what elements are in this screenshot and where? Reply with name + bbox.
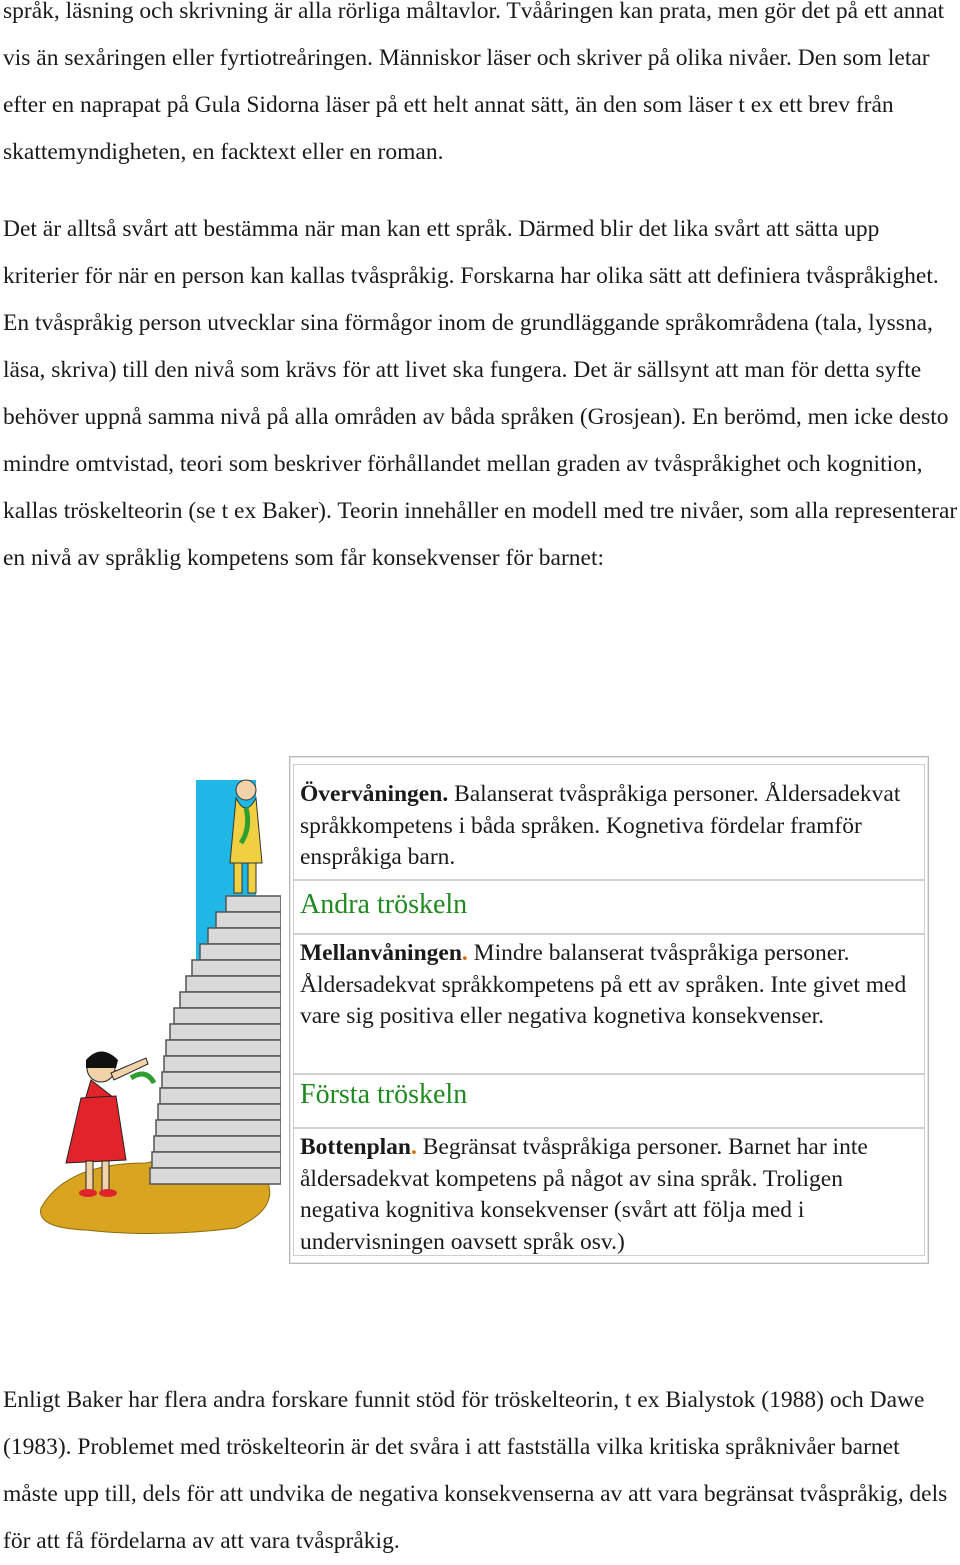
paragraph-conclusion: Enligt Baker har flera andra forskare funnit stöd för tröskelteorin, t ex Bialystok (1988) och Dawe (1983). Problemet med tröskelteorin är det svåra i att fastställa vilka kritiska språknivåer barnet måste upp till, dels för att undvika de negativa konsekvenserna av att vara begränsat tvåspråkig, dels för att få fördelarna av att vara tvåspråkig. bbox=[3, 1387, 948, 1554]
threshold-2-label: Andra tröskeln bbox=[300, 889, 468, 920]
cell-threshold-2 bbox=[293, 880, 925, 934]
cell-bottom-level bbox=[293, 1128, 925, 1256]
cell-middle-level bbox=[293, 934, 925, 1074]
cell-threshold-1 bbox=[293, 1074, 925, 1128]
top-level-dot: . bbox=[442, 781, 449, 807]
middle-level-text: Mindre balanserat tvåspråkiga personer. Åldersadekvat språkkompetens på ett av språken. Inte givet med vare sig positiva eller negativa kognetiva konsekvenser. bbox=[300, 940, 907, 1029]
cell-top-level bbox=[293, 764, 925, 880]
staircase-illustration bbox=[36, 768, 281, 1238]
bottom-level-dot: . bbox=[411, 1134, 417, 1160]
bottom-level-text: Begränsat tvåspråkiga personer. Barnet har inte åldersadekvat kompetens på något av sina språk. Troligen negativa kognitiva konsekvenser (svårt att följa med i undervisningen oavsett språk osv.) bbox=[300, 1134, 868, 1255]
paragraph-intro: språk, läsning och skrivning är alla rörliga måltavlor. Tvååringen kan prata, men gör det på ett annat vis än sexåringen eller fyrtiotreåringen. Människor läser och skriver på olika nivåer. Den som letar efter en naprapat på Gula Sidorna läser på ett helt annat sätt, än den som läser t ex ett brev från skattemyndigheten, en facktext eller en roman. bbox=[3, 0, 945, 165]
paragraph-definition: Det är alltså svårt att bestämma när man kan ett språk. Därmed blir det lika svårt att sätta upp kriterier för när en person kan kallas tvåspråkig. Forskarna har olika sätt att definiera tvåspråkighet. En tvåspråkig person utvecklar sina förmågor inom de grundläggande språkområdena (tala, lyssna, läsa, skriva) till den nivå som krävs för att livet ska fungera. Det är sällsynt att man för detta syfte behöver uppnå samma nivå på alla områden av båda språken (Grosjean). En berömd, men icke desto mindre omtvistad, teori som beskriver förhållandet mellan graden av tvåspråkighet och kognition, kallas tröskelteorin (se t ex Baker). Teorin innehåller en modell med tre nivåer, som alla representerar en nivå av språklig kompetens som får konsekvenser för barnet: bbox=[3, 216, 958, 571]
stone-stairs bbox=[150, 896, 281, 1184]
threshold-1-label: Första tröskeln bbox=[300, 1079, 468, 1110]
top-level-text: Balanserat tvåspråkiga personer. Åldersadekvat språkkompetens i båda språken. Kognetiva fördelar framför enspråkiga barn. bbox=[300, 781, 901, 870]
bottom-level-name: Bottenplan bbox=[300, 1134, 411, 1160]
middle-level-dot: . bbox=[461, 940, 468, 966]
middle-level-name: Mellanvåningen bbox=[300, 940, 462, 966]
threshold-table bbox=[289, 756, 929, 1264]
top-level-name: Övervåningen bbox=[300, 781, 443, 807]
